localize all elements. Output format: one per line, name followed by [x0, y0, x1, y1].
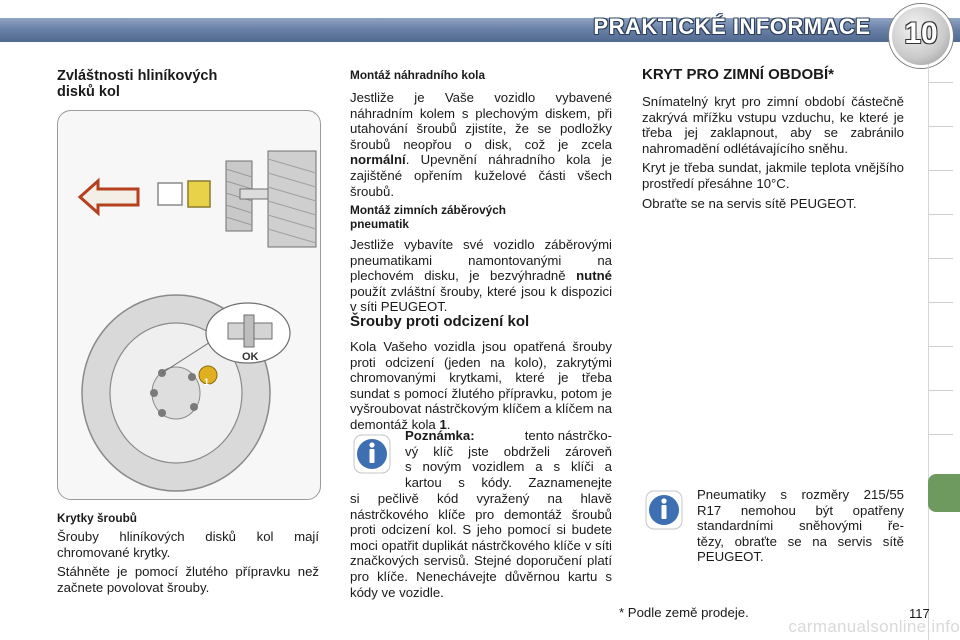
- note-text-1: tento nástrčko-: [524, 428, 612, 443]
- note-rest: si pečlivě kód vyražený na hlavě nástrčkového klíče pro demontáž šroubů proti odcizení kol. S jeho pomocí si budete moci opatřit duplikát nástrčkového klíče v síti značkových servisů. Stejné doporučení platí pro klíče. Nenechávejte důvěrnou kartu s kódy ve vozidle.: [350, 491, 612, 600]
- note-indented: [405, 428, 612, 490]
- tyre-note-line-1: Pneumatiky s rozměry 215/55: [697, 487, 904, 502]
- info-icon: [645, 490, 683, 530]
- tab-divider: [929, 170, 953, 171]
- cover-paragraph-1: Snímatelný kryt pro zimní období částečně zakrývá mřížku vstupu vzduchu, ke které je třeba jej zaklapnout, aby se zabránilo nahromadění odlétávajícího sněhu.: [642, 94, 904, 156]
- cover-paragraph-3: Obraťte se na servis sítě PEUGEOT.: [642, 195, 857, 211]
- tab-divider: [929, 258, 953, 259]
- locks-heading: Šrouby proti odcizení kol: [350, 313, 530, 330]
- note-line-4: kartou s kódy. Zaznamenejte: [405, 474, 612, 490]
- note-line-2: vý klíč jste obdrželi zároveň: [405, 443, 612, 459]
- covers-heading: Krytky šroubů: [57, 511, 137, 525]
- spare-heading: Montáž náhradního kola: [350, 68, 486, 82]
- wheel-locks-section: [350, 313, 612, 437]
- covers-paragraph-1: Šrouby hliníkových disků kol mají chromované krytky.: [57, 529, 319, 560]
- tab-divider: [929, 126, 953, 127]
- watermark: carmanualsonline.info: [788, 617, 960, 636]
- cover-paragraph-2: Kryt je třeba sundat, jakmile teplota vnějšího prostředí přesáhne 10°C.: [642, 160, 904, 191]
- spare-text-bold: normální: [350, 152, 406, 168]
- page-number: 117: [909, 606, 930, 621]
- winter-paragraph: [350, 237, 612, 315]
- tab-divider: [929, 82, 953, 83]
- note-line-3: s novým vozidlem a s klíči a: [405, 459, 612, 475]
- wheel-illustration: [57, 110, 321, 500]
- spare-paragraph: [350, 90, 612, 199]
- yellow-tool: [188, 181, 210, 207]
- tab-divider: [929, 302, 953, 303]
- chapter-tab-strip: [928, 64, 960, 640]
- section-title-line1: Zvláštnosti hliníkových: [57, 68, 218, 84]
- locks-text-bold: 1: [439, 416, 447, 432]
- chapter-badge: [889, 4, 953, 68]
- locks-text-end: .: [446, 416, 451, 432]
- wheel-drawing: [82, 295, 290, 491]
- footnote: * Podle země prodeje.: [619, 605, 749, 620]
- covers-section: [57, 511, 319, 599]
- chapter-tab-active[interactable]: [928, 474, 960, 512]
- page-title: PRAKTICKÉ INFORMACE: [593, 14, 871, 39]
- note-continued: [350, 491, 612, 604]
- spare-text-end: . Upevnění náhradního kola je zajištěné opřením kuželové části všech šroubů.: [350, 152, 612, 199]
- tyre-note-line-3: standardními sněhovými ře-: [697, 518, 904, 534]
- info-icon: [353, 434, 391, 474]
- spare-text: Jestliže je Vaše vozidlo vybavené náhradním kolem s plechovým diskem, při utahování šroubů zjistíte, že se podložky šroubů neopřou o disk, což je zcela: [350, 90, 612, 152]
- tyre-chains-note: [697, 487, 904, 565]
- winter-heading: [350, 203, 612, 231]
- winter-text-end: použít zvláštní šrouby, které jsou k dispozici v síti PEUGEOT.: [350, 283, 612, 315]
- tab-divider: [929, 434, 953, 435]
- covers-paragraph-2: Stáhněte je pomocí žlutého přípravku než začnete povolovat šrouby.: [57, 564, 319, 595]
- tyre-note-line-4: tězy, obraťte se na servis sítě: [697, 533, 904, 549]
- winter-heading-line2: pneumatik: [350, 217, 409, 231]
- cover-heading: KRYT PRO ZIMNÍ OBDOBÍ*: [642, 66, 834, 83]
- note-line-1: [405, 428, 612, 444]
- ok-label: OK: [242, 351, 259, 363]
- tab-divider: [929, 346, 953, 347]
- arrow-left-icon: [80, 181, 138, 213]
- spare-wheel-section: [350, 68, 612, 203]
- locks-paragraph: [350, 339, 612, 433]
- locks-text: Kola Vašeho vozidla jsou opatřená šrouby proti odcizení (jeden na kolo), zakrytými chromovanými krytkami, které je třeba sundat s pomocí žlutého přípravku, potom je vyšroubovat nástrčkovým klíčem a klíčem na demontáž kola: [350, 339, 612, 432]
- key-callout-number: 1: [204, 377, 210, 387]
- chapter-number: 10: [904, 17, 938, 50]
- wheel-illustration-svg: [58, 111, 320, 499]
- winter-text: Jestliže vybavíte své vozidlo záběrovými pneumatikami namontovanými na plechovém disku, je bezvýhradně: [350, 237, 612, 284]
- left-column-heading: [57, 68, 319, 100]
- note-label: Poznámka:: [405, 428, 475, 443]
- section-title-line2: disků kol: [57, 84, 120, 100]
- cover-cap: [158, 183, 182, 205]
- winter-tyres-section: [350, 203, 612, 319]
- tyre-note-line-2: R17 nemohou být opatřeny: [697, 502, 904, 518]
- bolt-detail: [80, 151, 316, 247]
- winter-text-bold: nutné: [576, 268, 612, 284]
- tyre-note-line-5: PEUGEOT.: [697, 549, 764, 565]
- tab-divider: [929, 214, 953, 215]
- winter-heading-line1: Montáž zimních záběrových: [350, 203, 507, 217]
- tab-divider: [929, 390, 953, 391]
- winter-cover-section: [642, 66, 904, 215]
